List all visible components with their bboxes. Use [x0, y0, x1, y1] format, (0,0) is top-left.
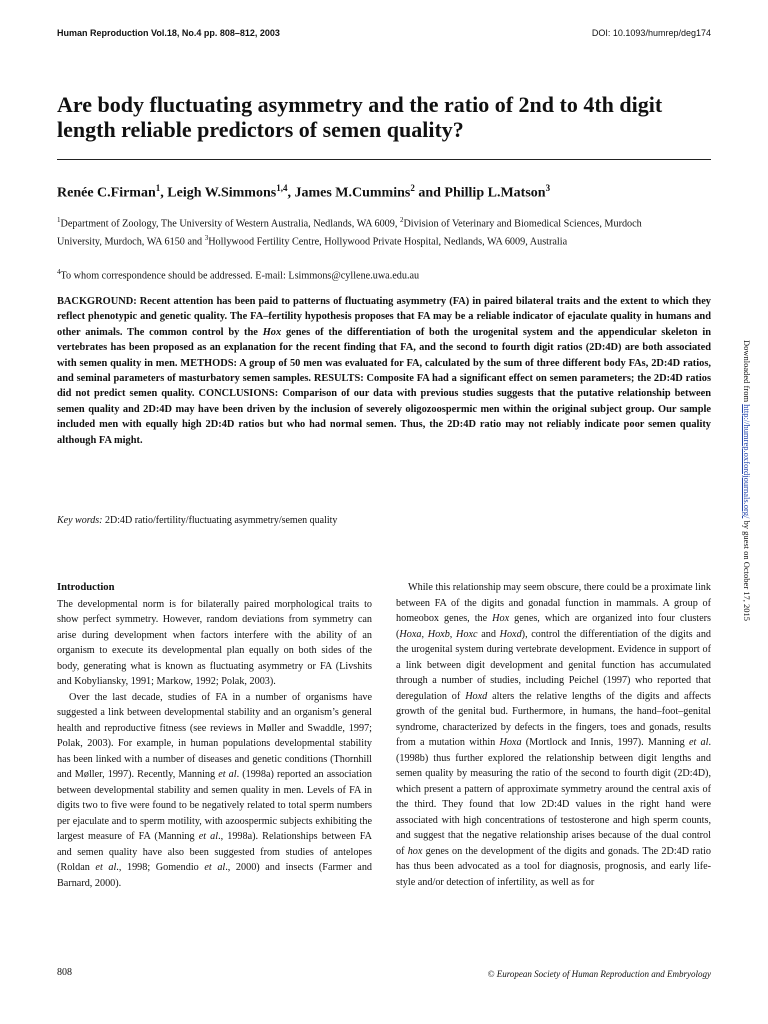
- author-list: Renée C.Firman$^1$, Leigh W.Simmons$^{1,4}$, James M.Cummins$^2$ and Phillip L.Matson$^3$: [57, 183, 551, 201]
- article-title: Are body fluctuating asymmetry and the ratio of 2nd to 4th digit length reliable predictors of semen quality?: [57, 92, 663, 142]
- journal-citation: Human Reproduction Vol.18, No.4 pp. 808–812, 2003: [57, 28, 280, 38]
- left-column: [57, 580, 372, 891]
- affiliation-1: Department of Zoology, The University of Western Australia, Nedlands, WA 6009,: [60, 218, 400, 230]
- author-sup: 2: [410, 183, 415, 193]
- right-column: [396, 580, 711, 890]
- author-name: James M.Cummins: [294, 185, 411, 201]
- affiliation-3: Hollywood Fertility Centre, Hollywood Private Hospital, Nedlands, WA 6009, Australia: [208, 236, 568, 248]
- correspondence-note: $^4$To whom correspondence should be addressed. E-mail: Lsimmons@cyllene.uwa.edu.au: [57, 268, 420, 282]
- author-sup: 1: [155, 183, 161, 193]
- author-name: Leigh W.Simmons: [167, 185, 277, 201]
- body-paragraph: While this relationship may seem obscure, there could be a proximate link between FA of the digits and gonadal function in mammals. A group of homeobox genes, the Hox genes, which are organized into four clusters (Hoxa, Hoxb, Hoxc and Hoxd), control the differentiation of the digits and the urogenital system during vertebrate development. Evidence in support of a link between digit development and genital function has accumulated through a number of studies, including Peichel (1997) who reported that deregulation of Hoxd alters the relative lengths of the digits and affects growth of the genital bud. Furthermore, in humans, the hand–foot–genital syndrome, characterized by defects in the fingers, toes and gonads, results from a mutation within Hoxa (Mortlock and Innis, 1997). Manning et al. (1998b) thus further explored the relationship between digit lengths and semen quality by measuring the ratio of the second to fourth digit (2D:4D), which present a pattern of approximate symmetry around the central axis of the third. They found that low 2D:4D values in the right hand were associated with high concentrations of testosterone and high sperm counts, and suggest that the negative relationship arises because of the dual control of hox genes on the development of the digits and gonads. The 2D:4D ratio has thus been advocated as a tool for diagnosis, prognosis, and early life-style and/or detection of infertility, as well as for: [396, 582, 712, 888]
- title-divider: [57, 159, 711, 160]
- keywords: [57, 515, 711, 526]
- page-number: 808: [57, 967, 72, 978]
- correspondence-text: To whom correspondence should be addressed. E-mail: Lsimmons@cyllene.uwa.edu.au: [60, 270, 420, 282]
- doi: DOI: 10.1093/humrep/deg174: [591, 28, 711, 38]
- section-heading-introduction: Introduction: [57, 582, 115, 593]
- affiliation-2: Division of Veterinary and Biomedical Sciences, Murdoch University, Murdoch, WA 6150 and: [57, 218, 642, 248]
- intro-paragraph-1: The developmental norm is for bilaterally paired morphological traits to show perfect symmetry. However, random deviations from symmetry can arise during development when factors interfere with the ability of an organism to execute its developmental plan equally on both sides of the body, generating what is known as fluctuating asymmetry or FA (Livshits and Kobyliansky, 1991; Markow, 1992; Polak, 2003).: [57, 598, 372, 687]
- author-name: Phillip L.Matson: [444, 185, 546, 201]
- affiliations: $^1$Department of Zoology, The University of Western Australia, Nedlands, WA 6009, $^2$Division of Veterinary and Biomedical Sciences, Murdoch University, Murdoch, WA 6150 and $^3$Hollywood Fertility Centre, Hollywood Private Hospital, Nedlands, WA 6009, Australia: [57, 216, 642, 248]
- keywords-text: 2D:4D ratio/fertility/fluctuating asymmetry/semen quality: [104, 515, 338, 526]
- author-sup: 3: [545, 183, 551, 193]
- abstract: BACKGROUND: Recent attention has been paid to patterns of fluctuating asymmetry (FA) in paired bilateral traits and the extent to which they reflect phenotypic and genetic quality. The FA–fertility hypothesis proposes that FA may be a reliable indicator of ejaculate quality in humans and other animals. The common control by the Hox genes of the differentiation of both the urogenital system and the appendicular skeleton in vertebrates has been proposed as an explanation for the recent finding that FA, and the second to fourth digit ratios (2D:4D) are both associated with semen quality in men. METHODS: A group of 50 men was evaluated for FA, calculated by the sum of three different body FAs, 2D:4D ratios, and seminal parameters of masturbatory semen samples. RESULTS: Composite FA had a significant effect on semen parameters; the 2D:4D ratios did not predict semen quality. CONCLUSIONS: Comparison of our data with previous studies suggests that the putative relationship between semen quality and 2D:4D may have been driven by the inclusion of severely oligozoospermic men within the original subject group. Our sample included men with equally high 2D:4D ratios but who had normal semen. Thus, the 2D:4D ratio may not reliably indicate poor semen quality although FA might.: [57, 296, 712, 446]
- keywords-label: Key words:: [57, 515, 103, 526]
- intro-paragraph-2: Over the last decade, studies of FA in a number of organisms have suggested a link between developmental stability and an organism’s general health and reproductive fitness (see reviews in Møller and Swaddle, 1997; Polak, 2003). For example, in human populations developmental stability has been linked with a number of diseases and genetic conditions (Thornhill and Møller, 1997). Recently, Manning et al. (1998a) reported an association between developmental stability and semen quality in men. Levels of FA in digits two to five were found to be negatively related to total sperm numbers per ejaculate and to sperm motility, with azoospermic subjects exhibiting the largest measure of FA (Manning et al., 1998a). Relationships between FA and semen quality have also been suggested from studies of antelopes (Roldan et al., 1998; Gomendio et al., 2000) and insects (Farmer and Barnard, 2000).: [57, 691, 373, 889]
- running-header: [57, 28, 711, 38]
- download-link[interactable]: http://humrep.oxfordjournals.org/: [742, 404, 752, 519]
- copyright-notice: © European Society of Human Reproduction and Embryology: [487, 969, 711, 979]
- author-sup: 1,4: [276, 183, 288, 193]
- download-watermark: Downloaded from http://humrep.oxfordjournals.org/ by guest on October 17, 2015: [742, 340, 752, 622]
- author-name: Renée C.Firman: [57, 185, 156, 201]
